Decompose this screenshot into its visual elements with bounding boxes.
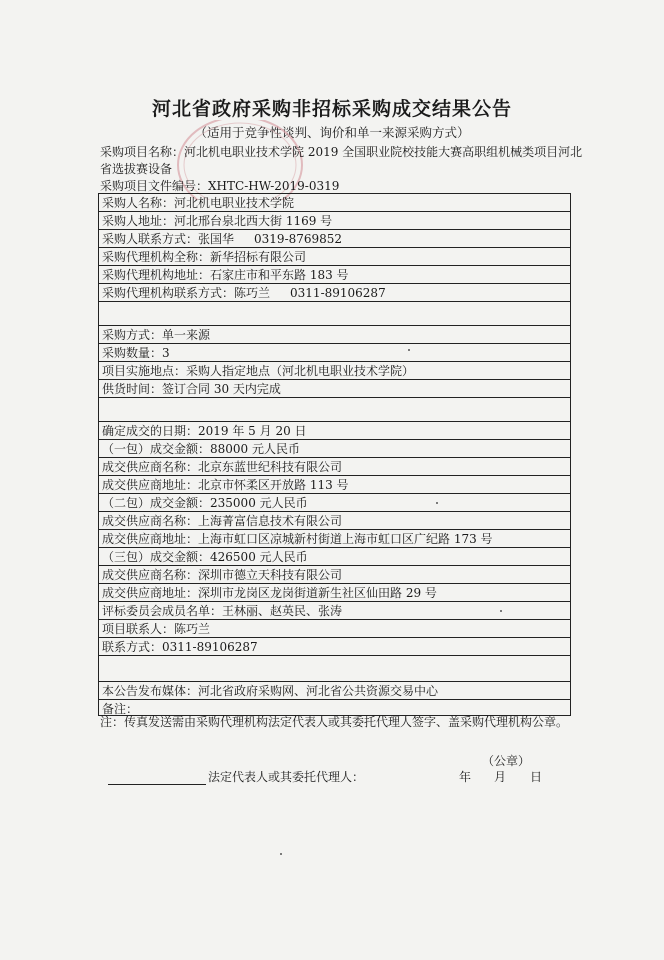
table-row bbox=[99, 422, 570, 440]
row-label: 采购方式： bbox=[102, 328, 163, 342]
row-value: 王林丽、赵英民、张涛 bbox=[222, 604, 343, 618]
signer-label: 法定代表人或其委托代理人： bbox=[208, 770, 365, 784]
table-row bbox=[99, 458, 570, 476]
row-label: 采购代理机构地址： bbox=[102, 268, 211, 282]
table-row bbox=[99, 548, 570, 566]
row-label: 确定成交的日期： bbox=[102, 424, 199, 438]
table-row bbox=[99, 284, 570, 302]
row-value-secondary: 0319-8769852 bbox=[254, 232, 343, 246]
row-label: 项目联系人： bbox=[102, 622, 175, 636]
row-value: 深圳市龙岗区龙岗街道新生社区仙田路 29 号 bbox=[198, 586, 437, 600]
table-row bbox=[99, 682, 570, 700]
table-row bbox=[99, 656, 570, 682]
row-value: 2019 年 5 月 20 日 bbox=[198, 424, 307, 438]
row-value: 陈巧兰 bbox=[174, 622, 211, 636]
table-row bbox=[99, 476, 570, 494]
table-row bbox=[99, 620, 570, 638]
project-code-label: 采购项目文件编号： bbox=[100, 179, 209, 193]
table-row bbox=[99, 212, 570, 230]
row-value: 采购人指定地点（河北机电职业技术学院） bbox=[186, 364, 415, 378]
row-value: 河北邢台泉北西大街 1169 号 bbox=[174, 214, 333, 228]
row-label: 采购数量： bbox=[102, 346, 163, 360]
table-row bbox=[99, 566, 570, 584]
row-label: 本公告发布媒体： bbox=[102, 684, 199, 698]
row-value: 河北省政府采购网、河北省公共资源交易中心 bbox=[198, 684, 439, 698]
row-value: 签订合同 30 天内完成 bbox=[162, 382, 281, 396]
row-value: 0311-89106287 bbox=[162, 640, 258, 654]
row-value: 上海市虹口区凉城新村街道上海市虹口区广纪路 173 号 bbox=[198, 532, 493, 546]
project-name-line bbox=[100, 143, 582, 160]
row-value: 235000 元人民币 bbox=[210, 496, 308, 510]
info-table bbox=[98, 193, 571, 716]
row-label: 采购代理机构全称： bbox=[102, 250, 211, 264]
row-label: 成交供应商名称： bbox=[102, 568, 199, 582]
seal-label: （公章） bbox=[482, 754, 531, 768]
table-row bbox=[99, 398, 570, 422]
project-name-value: 河北机电职业技术学院 2019 全国职业院校技能大赛高职组机械类项目河北 bbox=[184, 145, 583, 159]
table-row bbox=[99, 584, 570, 602]
row-value: 单一来源 bbox=[162, 328, 211, 342]
row-value-secondary: 0311-89106287 bbox=[290, 286, 386, 300]
row-value: 上海菁富信息技术有限公司 bbox=[198, 514, 343, 528]
table-row bbox=[99, 638, 570, 656]
date-day: 日 bbox=[530, 770, 543, 784]
row-value: 深圳市德立天科技有限公司 bbox=[198, 568, 343, 582]
project-name-line-2 bbox=[100, 160, 172, 177]
table-row bbox=[99, 344, 570, 362]
row-value: 张国华 bbox=[198, 232, 235, 246]
table-row bbox=[99, 362, 570, 380]
signature-line bbox=[108, 768, 364, 785]
project-name-label: 采购项目名称： bbox=[100, 145, 185, 159]
scan-speck bbox=[436, 502, 438, 504]
row-label: 采购人地址： bbox=[102, 214, 175, 228]
table-row bbox=[99, 248, 570, 266]
document-title: 河北省政府采购非招标采购成交结果公告 bbox=[151, 98, 512, 120]
row-value: 426500 元人民币 bbox=[210, 550, 308, 564]
table-row bbox=[99, 194, 570, 212]
row-label: 采购人名称： bbox=[102, 196, 175, 210]
row-label: 成交供应商地址： bbox=[102, 586, 199, 600]
table-row bbox=[99, 380, 570, 398]
table-row bbox=[99, 266, 570, 284]
row-label: 成交供应商名称： bbox=[102, 514, 199, 528]
project-code-value: XHTC-HW-2019-0319 bbox=[208, 179, 340, 193]
row-label: 项目实施地点： bbox=[102, 364, 187, 378]
row-label: 联系方式： bbox=[102, 640, 163, 654]
footer-note: 注：传真发送需由采购代理机构法定代表人或其委托代理人签字、盖采购代理机构公章。 bbox=[100, 715, 569, 729]
row-label: （二包）成交金额： bbox=[102, 496, 211, 510]
table-row bbox=[99, 440, 570, 458]
row-label: 供货时间： bbox=[102, 382, 163, 396]
table-row bbox=[99, 530, 570, 548]
row-value: 石家庄市和平东路 183 号 bbox=[210, 268, 349, 282]
table-row bbox=[99, 512, 570, 530]
row-value: 新华招标有限公司 bbox=[210, 250, 307, 264]
table-row bbox=[99, 494, 570, 512]
project-name-value-2: 省选拔赛设备 bbox=[100, 162, 173, 176]
row-value: 3 bbox=[162, 346, 170, 360]
scan-speck bbox=[500, 610, 502, 612]
row-label: 采购代理机构联系方式： bbox=[102, 286, 235, 300]
row-value: 北京市怀柔区开放路 113 号 bbox=[198, 478, 349, 492]
row-label: （三包）成交金额： bbox=[102, 550, 211, 564]
table-row bbox=[99, 302, 570, 326]
row-value: 河北机电职业技术学院 bbox=[174, 196, 295, 210]
row-label: 备注： bbox=[102, 702, 139, 716]
row-value: 88000 元人民币 bbox=[210, 442, 301, 456]
row-label: 成交供应商地址： bbox=[102, 478, 199, 492]
signature-blank bbox=[108, 771, 206, 785]
row-value: 北京东蓝世纪科技有限公司 bbox=[198, 460, 343, 474]
row-label: 评标委员会成员名单： bbox=[102, 604, 223, 618]
scan-speck bbox=[280, 853, 282, 855]
document-subtitle: （适用于竞争性谈判、询价和单一来源采购方式） bbox=[194, 125, 470, 140]
table-row bbox=[99, 326, 570, 344]
row-value: 陈巧兰 bbox=[234, 286, 271, 300]
row-label: 成交供应商地址： bbox=[102, 532, 199, 546]
row-label: 成交供应商名称： bbox=[102, 460, 199, 474]
row-label: 采购人联系方式： bbox=[102, 232, 199, 246]
project-code-line bbox=[100, 177, 339, 194]
row-label: （一包）成交金额： bbox=[102, 442, 211, 456]
scan-speck bbox=[408, 349, 410, 351]
table-row bbox=[99, 230, 570, 248]
date-year: 年 bbox=[459, 770, 472, 784]
date-month: 月 bbox=[494, 770, 507, 784]
